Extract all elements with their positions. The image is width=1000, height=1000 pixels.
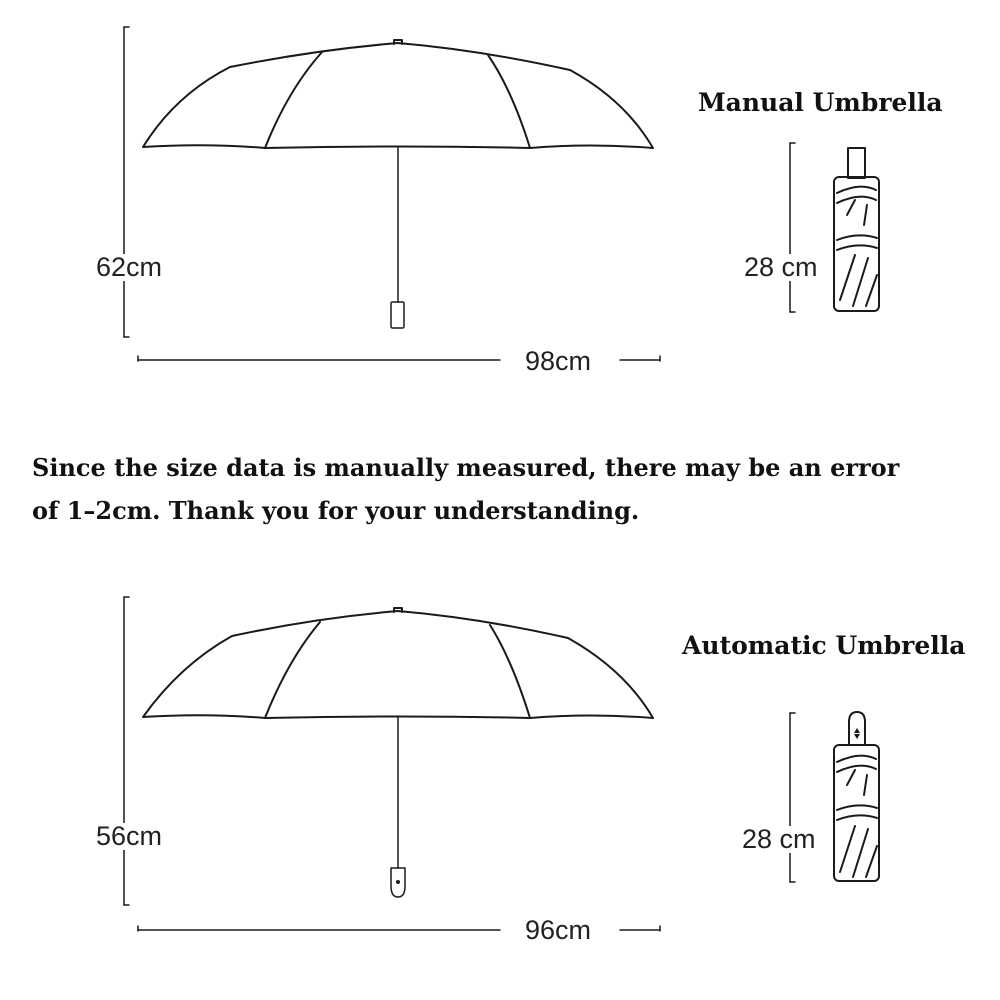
automatic-canopy-rib-right — [490, 625, 530, 718]
manual-umbrella-title: Manual Umbrella — [698, 88, 943, 117]
measurement-notice — [32, 446, 992, 532]
automatic-height-dimension — [124, 597, 129, 905]
automatic-width-label: 96cm — [521, 917, 595, 944]
automatic-height-label: 56cm — [96, 821, 163, 851]
manual-folded-umbrella-icon — [834, 148, 879, 311]
manual-canopy-outline — [143, 43, 653, 148]
manual-height-dimension — [124, 27, 129, 337]
automatic-folded-umbrella-icon — [834, 712, 879, 881]
automatic-canopy-rib-left — [265, 622, 320, 718]
automatic-folded-length-label: 28 cm — [742, 824, 816, 854]
manual-height-label: 62cm — [96, 252, 163, 282]
automatic-umbrella-title: Automatic Umbrella — [682, 631, 966, 660]
notice-line-2: of 1–2cm. Thank you for your understanding. — [32, 496, 640, 525]
manual-handle — [391, 302, 404, 328]
manual-folded-height-dimension — [790, 143, 795, 312]
notice-line-1: Since the size data is manually measured, there may be an error — [32, 453, 900, 482]
automatic-canopy-outline — [143, 611, 653, 718]
manual-width-label: 98cm — [521, 348, 595, 375]
manual-folded-length-label: 28 cm — [744, 252, 818, 282]
manual-open-umbrella-icon — [143, 40, 653, 328]
automatic-folded-height-dimension — [790, 713, 795, 882]
manual-folded-grip — [848, 148, 865, 178]
manual-canopy-rib-right — [488, 55, 530, 148]
manual-canopy-rib-left — [265, 52, 322, 148]
automatic-open-umbrella-icon — [143, 608, 653, 897]
